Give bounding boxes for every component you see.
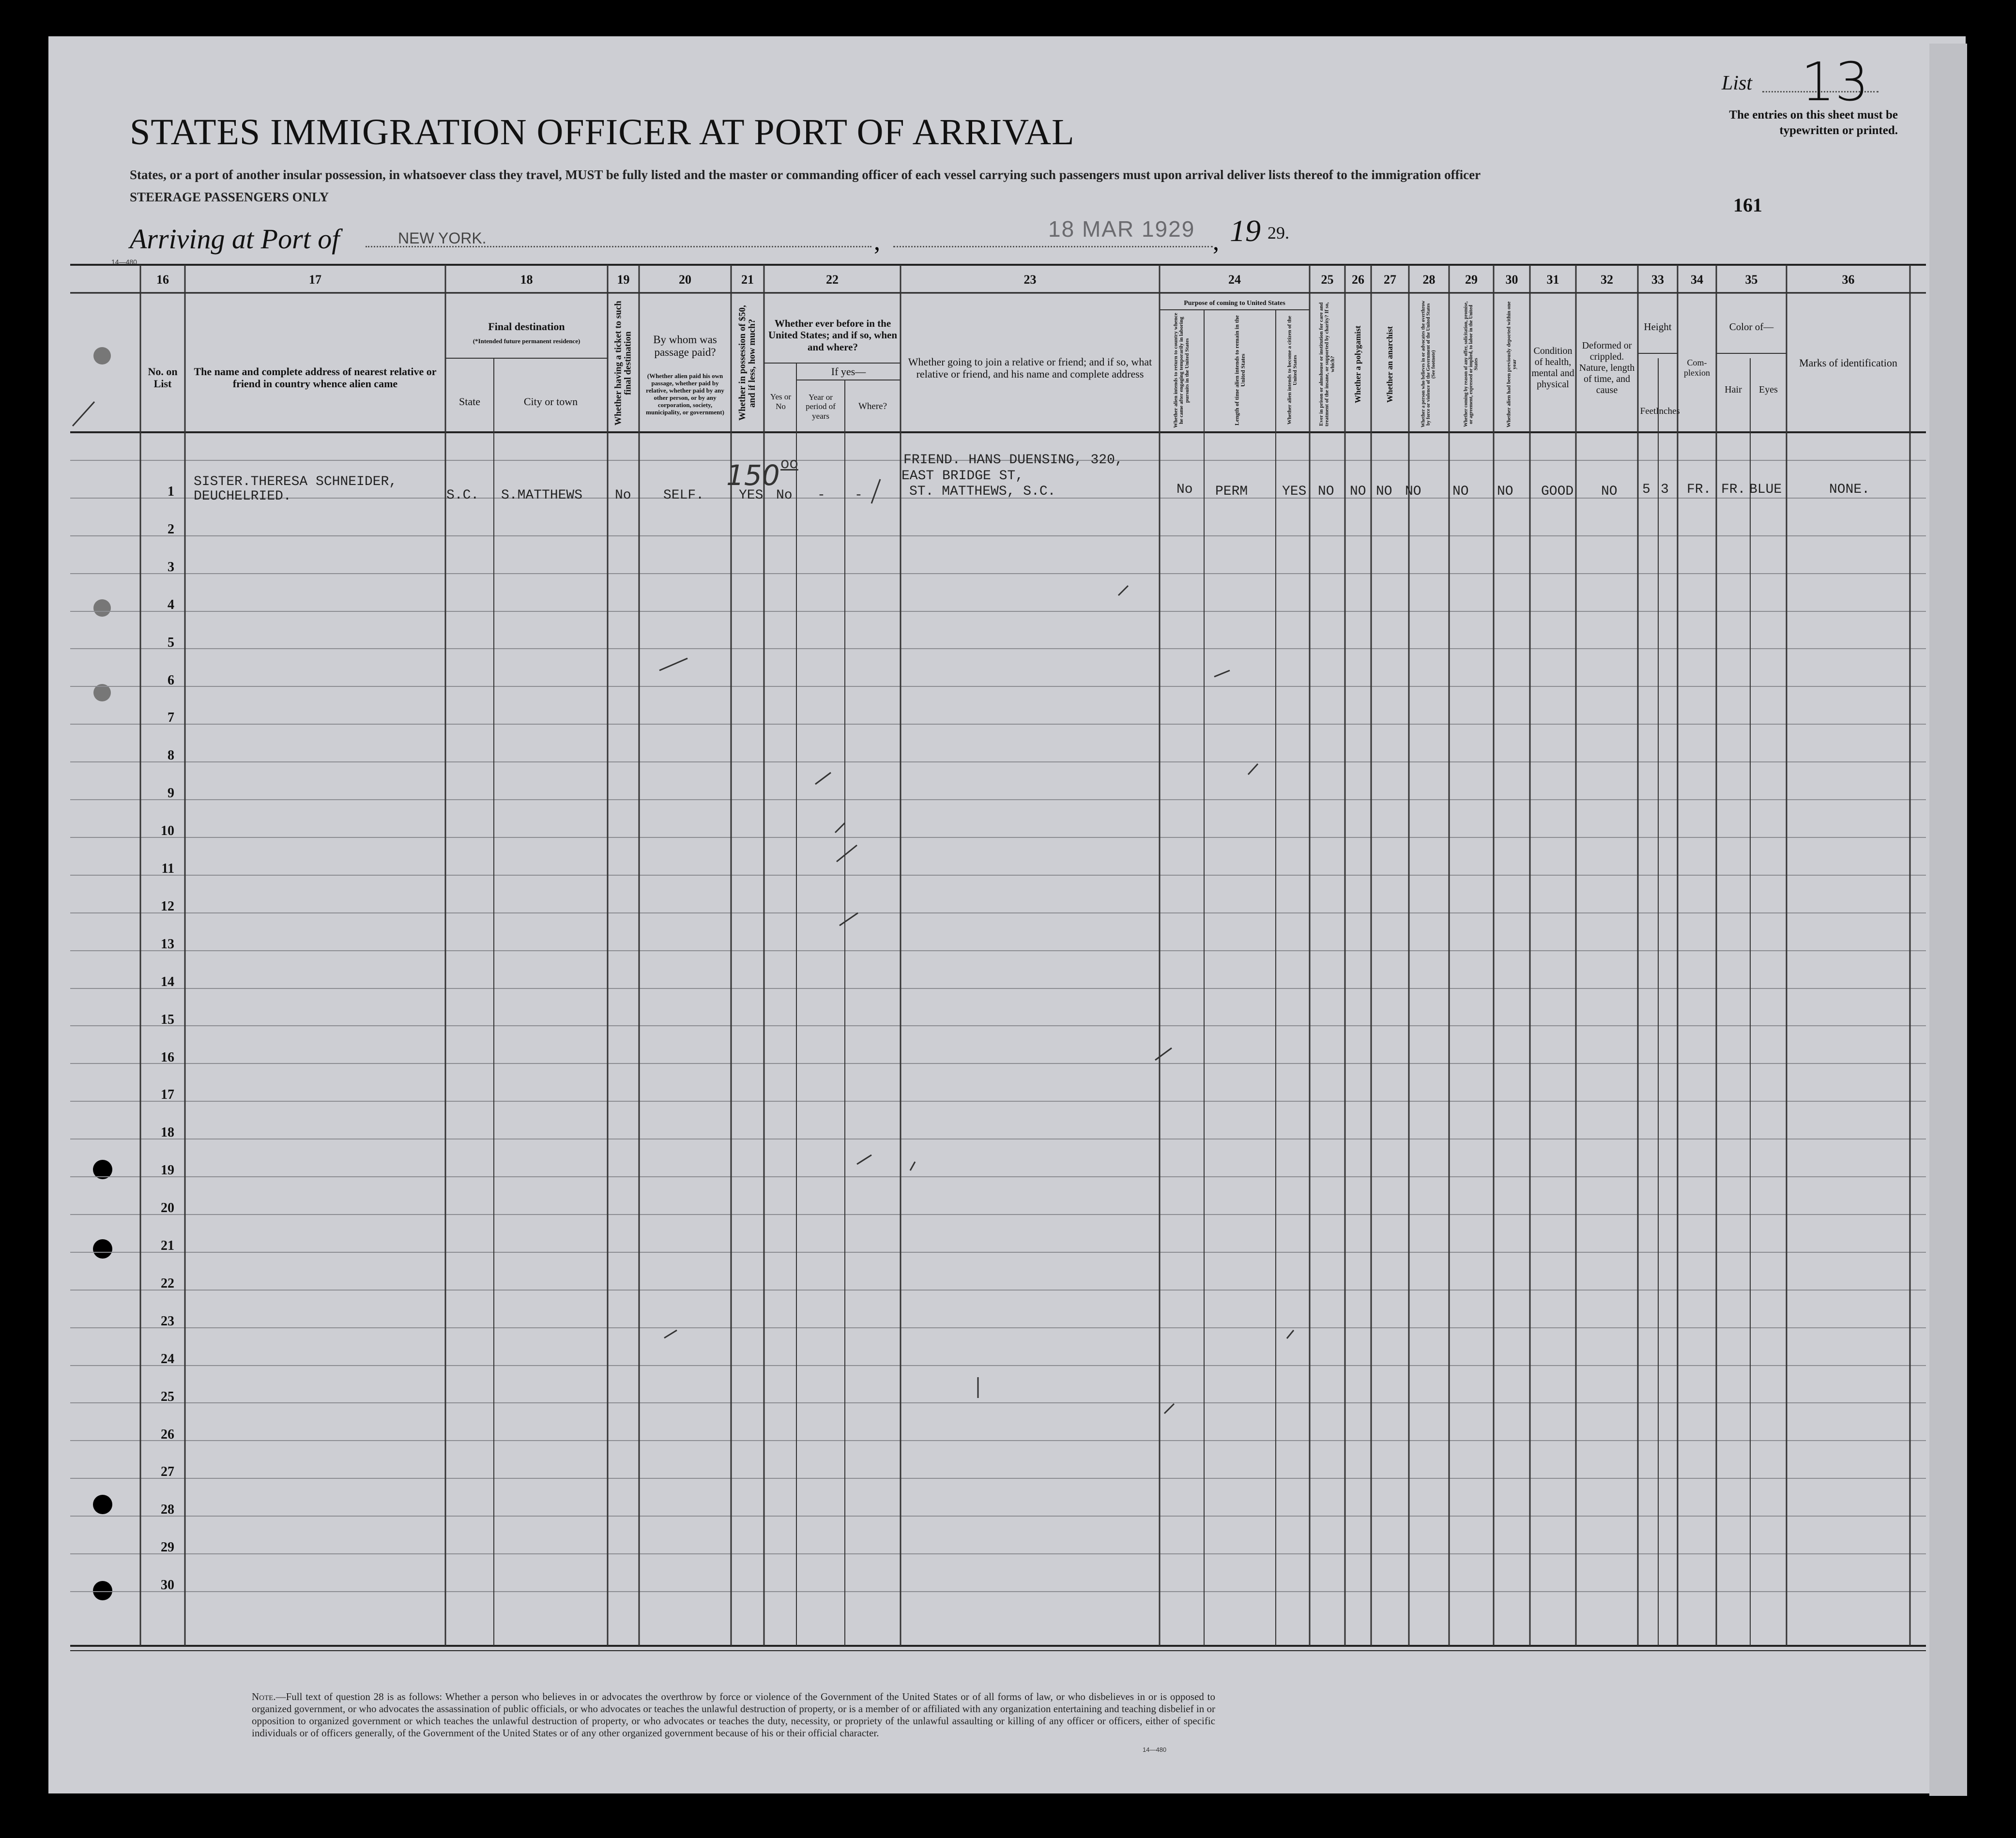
entry-deformed: NO	[1601, 484, 1618, 499]
entry-complexion: FR.	[1687, 482, 1711, 497]
entry-join-line1: FRIEND. HANS DUENSING, 320,	[903, 453, 1123, 468]
entry-money-note: 150	[726, 459, 780, 492]
column-number: 23	[1023, 273, 1037, 287]
entry-before-us: No	[776, 488, 793, 503]
year-prefix: 19	[1230, 213, 1261, 248]
row-number: 27	[161, 1464, 174, 1479]
entry-deported: NO	[1497, 484, 1513, 499]
class-line: STEERAGE PASSENGERS ONLY	[130, 190, 329, 204]
page-title: STATES IMMIGRATION OFFICER AT PORT OF ARRIVAL	[130, 112, 1075, 152]
entry-relative-line1: SISTER.THERESA SCHNEIDER,	[194, 474, 397, 489]
row-number: 26	[161, 1427, 174, 1442]
entry-length-of-stay: PERM	[1215, 484, 1248, 499]
entry-polygamist: NO	[1350, 484, 1366, 499]
entry-citizen: YES	[1282, 484, 1307, 499]
header-where: Where?	[858, 401, 887, 412]
row-number: 15	[161, 1012, 174, 1027]
entry-paid-by: SELF.	[663, 488, 704, 503]
entry-state: S.C.	[446, 488, 479, 503]
entry-return-home: No	[1176, 482, 1193, 497]
header-feet: Feet	[1640, 406, 1656, 417]
column-number: 35	[1745, 273, 1758, 287]
row-number: 1	[168, 484, 174, 499]
header-purpose-length: Length of time alien intends to remain in the United States	[1233, 315, 1246, 425]
arriving-label: Arriving at Port of	[130, 223, 340, 255]
header-join-relative: Whether going to join a relative or friend; and if so, what relative or friend, and his name and complete address	[908, 355, 1152, 380]
entry-year-or-period: -	[817, 488, 825, 503]
comma: ,	[874, 228, 880, 256]
header-state: State	[459, 395, 480, 408]
header-deformed: Deformed or crippled. Nature, length of time, and cause	[1579, 340, 1635, 395]
row-number: 11	[161, 861, 174, 876]
list-number: 13	[1801, 51, 1869, 113]
column-number: 32	[1601, 273, 1613, 287]
header-ever-before: Whether ever before in the United States; and if so, when and where?	[768, 318, 898, 353]
row-number: 5	[168, 635, 174, 650]
column-number: 27	[1384, 273, 1396, 287]
entry-feet: 5	[1642, 482, 1650, 497]
row-number: 3	[168, 560, 174, 575]
entry-join-line2: EAST BRIDGE ST,	[901, 469, 1024, 484]
row-number: 21	[161, 1238, 174, 1253]
row-number: 12	[161, 899, 174, 914]
column-number: 20	[679, 273, 691, 287]
column-number: 30	[1505, 273, 1518, 287]
entry-inches: 3	[1661, 482, 1669, 497]
column-number: 28	[1422, 273, 1436, 287]
entries-note: The entries on this sheet must be typewritten or printed.	[1729, 108, 1898, 137]
entry-anarchist: NO	[1376, 484, 1392, 499]
entry-overthrow: NO	[1405, 484, 1421, 499]
row-number: 30	[161, 1578, 174, 1593]
column-number: 24	[1228, 273, 1241, 287]
row-number: 25	[161, 1389, 174, 1404]
row-number: 10	[161, 823, 174, 838]
column-number: 33	[1651, 273, 1664, 287]
instruction-text: States, or a port of another insular possession, in whatsoever class they travel, MUST be fully listed and the master or commanding officer of each vessel carrying such passengers must upon arrival deliver lists thereof to the immigration officer	[130, 167, 1481, 182]
row-number: 24	[161, 1352, 174, 1367]
row-number: 9	[168, 786, 174, 801]
row-number: 14	[161, 974, 174, 989]
header-marks: Marks of identification	[1799, 357, 1897, 369]
column-number: 17	[309, 273, 321, 287]
footer-note-text: —Full text of question 28 is as follows: Whether a person who believes in or advocates the overthrow by force or violence of the Government of the United States or of all forms of law, or who disbelieves in or is opposed to organized government, or who advocates the assassination of public officials, or who advocates or teaches the unlawful destruction of property, or is a member of or affiliated with any organization entertaining and teaching disbelief in or opposition to organized government or which teaches the unlawful destruction of property, or who advocates or teaches the duty, necessity, or propriety of the unlawful assaulting or killing of any officer or officers, either of specific individuals or of officers generally, of the Government of the United States or of any other organized government because of his or their official character.	[252, 1691, 1215, 1739]
header-inches: Inches	[1656, 406, 1680, 417]
entry-possession: YES	[739, 488, 764, 503]
header-ticket: Whether having a ticket to such final destination	[613, 301, 633, 425]
header-eyes: Eyes	[1759, 384, 1778, 395]
header-polygamist: Whether a polygamist	[1353, 325, 1363, 403]
column-number: 36	[1842, 273, 1855, 287]
row-number: 28	[161, 1502, 174, 1517]
header-final-destination: Final destination	[488, 320, 565, 333]
list-label: List	[1722, 72, 1753, 94]
column-number: 21	[741, 273, 754, 287]
comma: ,	[1213, 228, 1219, 256]
header-height: Height	[1644, 320, 1672, 333]
header-purpose-citizen: Whether alien intends to become a citizen of the United States	[1286, 316, 1298, 425]
header-offer: Whether coming by reason of any offer, solicitation, promise, or agreement, expressed or implied, to labor in the United States	[1463, 301, 1479, 427]
entry-join-line3: ST. MATTHEWS, S.C.	[909, 484, 1056, 499]
date-stamp: 18 MAR 1929	[1048, 216, 1195, 242]
header-final-destination-note: (*Intended future permanent residence)	[473, 337, 580, 345]
entry-offer: NO	[1452, 484, 1469, 499]
header-anarchist: Whether an anarchist	[1385, 326, 1395, 403]
column-number: 16	[156, 273, 169, 287]
row-number: 19	[161, 1163, 174, 1178]
header-overthrow: Whether a person who believes in or advocates the overthrow by force or violence of the Government of the United States (See footnote)	[1420, 301, 1436, 428]
row-number: 4	[168, 597, 174, 612]
row-number: 29	[161, 1540, 174, 1555]
header-complexion: Com-plexion	[1684, 358, 1710, 378]
header-prison: Ever in prison or almshouse or institution for care and treatment of the insane, or supported by charity? If so, which?	[1318, 302, 1336, 426]
row-number: 6	[168, 673, 174, 688]
entry-where: -	[855, 488, 863, 503]
header-condition: Condition of health, mental and physical	[1531, 346, 1574, 390]
header-no-on-list: No. on List	[148, 365, 178, 390]
entry-hair: FR.	[1721, 482, 1746, 497]
row-number: 13	[161, 937, 174, 952]
column-number: 22	[826, 273, 839, 287]
entry-prison: NO	[1318, 484, 1334, 499]
entry-ticket: No	[615, 488, 631, 503]
form-code: 14—480	[1143, 1746, 1167, 1753]
entry-relative-line2: DEUCHELRIED.	[194, 489, 291, 504]
row-number: 17	[161, 1087, 174, 1102]
column-number: 34	[1691, 273, 1703, 287]
row-number: 18	[161, 1125, 174, 1140]
header-by-whom: By whom was passage paid?	[653, 333, 717, 358]
entry-money-sup: oo	[780, 455, 798, 472]
header-yes-or-no: Yes or No	[770, 392, 792, 411]
port-value: NEW YORK.	[398, 229, 487, 247]
header-purpose: Purpose of coming to United States	[1184, 300, 1285, 307]
row-number: 7	[168, 710, 174, 725]
year-suffix: 29.	[1268, 223, 1289, 243]
header-deported: Whether alien had been previously deported within one year	[1506, 301, 1517, 427]
row-number: 16	[161, 1050, 174, 1065]
entry-eyes: BLUE	[1749, 482, 1782, 497]
column-number: 25	[1321, 273, 1334, 287]
form-code-top: 14—480	[111, 258, 137, 266]
entry-city: S.MATTHEWS	[501, 488, 583, 503]
row-number: 2	[168, 522, 174, 537]
header-color-of: Color of—	[1729, 320, 1774, 333]
header-year-or-period: Year or period of years	[806, 392, 836, 421]
row-number: 23	[161, 1314, 174, 1329]
header-city: City or town	[523, 395, 578, 408]
page-number: 161	[1733, 194, 1762, 216]
header-if-yes: If yes—	[831, 365, 866, 378]
header-by-whom-note: (Whether alien paid his own passage, whether paid by relative, whether paid by any other person, or by any corporation, society, municipality, or government)	[646, 372, 724, 416]
row-number: 22	[161, 1276, 174, 1291]
column-number: 18	[520, 273, 533, 287]
column-number: 31	[1546, 273, 1559, 287]
column-number: 19	[617, 273, 630, 287]
footer-note-label: Note.	[252, 1691, 276, 1702]
footer-note	[252, 1691, 1215, 1739]
header-purpose-return: Whether alien intends to return to country whence he came after engaging temporarily in laboring pursuits in the United States	[1173, 313, 1190, 428]
column-number: 29	[1465, 273, 1478, 287]
header-hair: Hair	[1725, 384, 1742, 395]
column-number: 26	[1352, 273, 1364, 287]
row-number: 8	[168, 748, 174, 763]
row-number: 20	[161, 1200, 174, 1215]
header-relative-address: The name and complete address of nearest relative or friend in country whence alien came	[194, 365, 437, 390]
entry-health: GOOD	[1541, 484, 1574, 499]
entry-marks: NONE.	[1829, 482, 1870, 497]
header-possession-50: Whether in possession of $50, and if less, how much?	[737, 305, 757, 421]
